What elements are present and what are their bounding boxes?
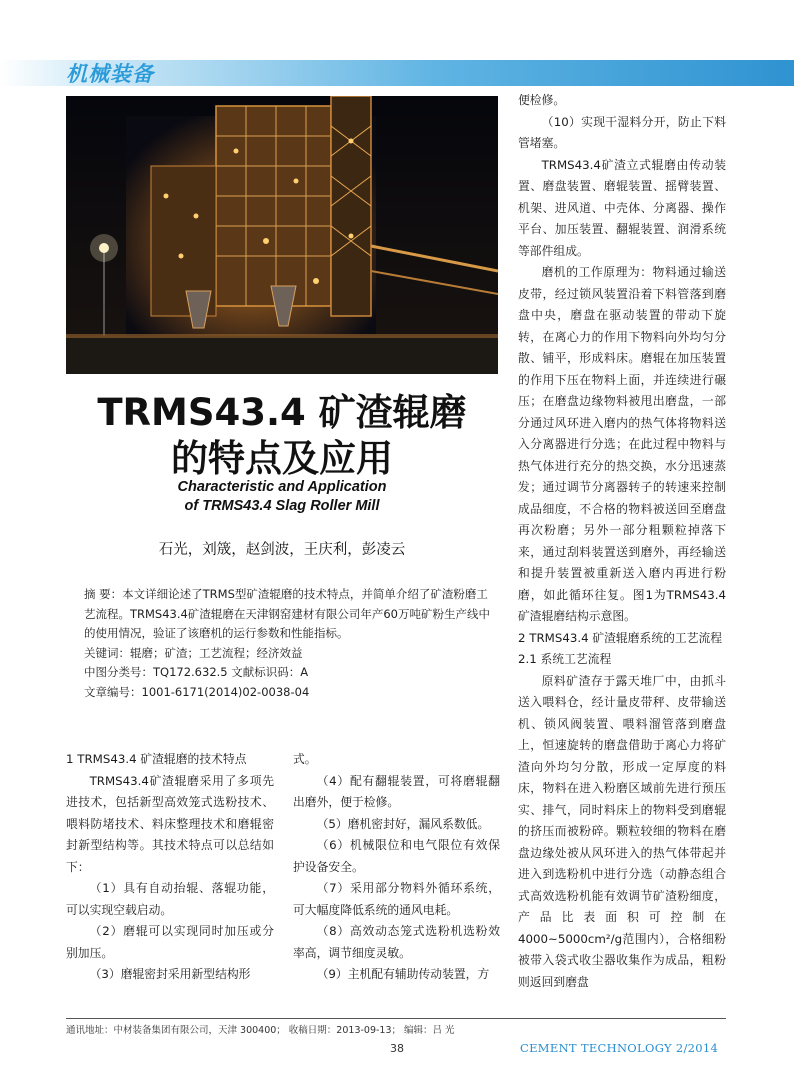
section-tag: 机械装备 — [66, 62, 154, 86]
classification: 中图分类号：TQ172.632.5 文献标识码：A — [84, 665, 309, 679]
body-column-left-2 — [293, 749, 500, 986]
paragraph: TRMS43.4矿渣立式辊磨由传动装置、磨盘装置、磨辊装置、摇臂装置、机架、进风道、中壳体、分离器、操作平台、加压装置、翻辊装置、润滑系统等部件组成。 — [518, 157, 726, 258]
list-item: （10）实现干湿料分开，防止下料管堵塞。 — [518, 114, 726, 150]
abstract-text: 摘 要：本文详细论述了TRMS型矿渣辊磨的技术特点，并简单介绍了矿渣粉磨工艺流程。TRMS43.4矿渣辊磨在天津钢窑建材有限公司年产60万吨矿粉生产线中的使用情况，验证了该磨机的运行参数和性能指标。 — [84, 587, 490, 640]
title-en-line1: Characteristic and Application — [177, 479, 387, 495]
list-item: （9）主机配有辅助传动装置，方 — [316, 967, 490, 981]
title-chinese — [66, 390, 498, 482]
abstract-block — [84, 585, 496, 702]
mill-plant-night-photo — [66, 96, 498, 374]
page-number: 38 — [390, 1042, 404, 1055]
section-heading-2: 2 TRMS43.4 矿渣辊磨系统的工艺流程 — [518, 630, 723, 645]
list-item: （1）具有自动抬辊、落辊功能，可以实现空载启动。 — [66, 881, 274, 917]
article-number: 文章编号：1001-6171(2014)02-0038-04 — [84, 684, 310, 699]
body-column-left-1 — [66, 749, 274, 986]
paragraph-continuation: 式。 — [293, 752, 317, 766]
list-item: （4）配有翻辊装置，可将磨辊翻出磨外，便于检修。 — [293, 773, 500, 809]
footer-divider — [66, 1018, 726, 1019]
paragraph-continuation: 便检修。 — [518, 93, 566, 107]
journal-name: CEMENT TECHNOLOGY 2/2014 — [520, 1041, 719, 1055]
footer-note: 通讯地址：中材装备集团有限公司，天津 300400； 收稿日期：2013-09-13； 编辑：吕 光 — [66, 1025, 455, 1036]
subsection-heading-2-1: 2.1 系统工艺流程 — [518, 652, 612, 666]
title-en-line2: of TRMS43.4 Slag Roller Mill — [184, 498, 380, 514]
body-column-right — [518, 90, 726, 993]
list-item: （3）磨辊密封采用新型结构形 — [89, 967, 251, 981]
authors: 石光，刘筬，赵剑波，王庆利，彭凌云 — [158, 542, 406, 558]
title-cn-line1: TRMS43.4 矿渣辊磨 — [97, 391, 467, 434]
list-item: （7）采用部分物料外循环系统，可大幅度降低系统的通风电耗。 — [293, 881, 500, 917]
list-item: （5）磨机密封好，漏风系数低。 — [316, 816, 490, 831]
paragraph: TRMS43.4矿渣辊磨采用了多项先进技术，包括新型高效笼式选粉技术、喂料防堵技术、料床整理技术和磨辊密封新型结构等。其技术特点可以总结如下： — [66, 773, 274, 874]
list-item: （2）磨辊可以实现同时加压或分别加压。 — [66, 924, 274, 960]
title-english — [66, 478, 498, 516]
paragraph: 原料矿渣存于露天堆厂中，由抓斗送入喂料仓，经计量皮带秤、皮带输送机、锁风阀装置、喂料溜管落到磨盘上，恒速旋转的磨盘借助于离心力将矿渣向外均匀分散，形成一定厚度的料床，物料在进入粉磨区域前先进行预压实、排气，同时料床上的物料受到磨辊的挤压而被粉碎。颗粒较细的物料在磨盘边缘处被从风环进入的热气体带起并进入到选粉机中进行分选（动静态组合式高效选粉机能有效调节矿渣粉细度，产品比表面积可控制在4000~5000cm²/g范围内），合格细粉被带入袋式收尘器收集作为成品，粗粉则返回到磨盘 — [518, 673, 726, 989]
keywords: 关键词：辊磨；矿渣；工艺流程；经济效益 — [84, 645, 303, 660]
section-heading-1: 1 TRMS43.4 矿渣辊磨的技术特点 — [66, 752, 247, 766]
title-cn-line2: 的特点及应用 — [171, 437, 393, 480]
plant-photo — [66, 96, 498, 374]
list-item: （8）高效动态笼式选粉机选粉效率高，调节细度灵敏。 — [293, 924, 500, 960]
paragraph: 磨机的工作原理为：物料通过输送皮带，经过锁风装置沿着下料管落到磨盘中央，磨盘在驱动装置的带动下旋转，在离心力的作用下物料向外均匀分散、铺平，形成料床。磨辊在加压装置的作用下压在物料上面，并连续进行碾压；在磨盘边缘物料被甩出磨盘，一部分通过风环进入磨内的热气体将物料送入分离器进行分选；在此过程中物料与热气体进行充分的热交换，水分迅速蒸发；通过调节分离器转子的转速来控制成品细度，不合格的物料被送回至磨盘再次粉磨；另外一部分粗颗粒掉落下来，通过刮料装置送到磨外，再经输送和提升装置被重新送入磨内再进行粉磨，如此循环往复。图1为TRMS43.4矿渣辊磨结构示意图。 — [518, 265, 726, 623]
list-item: （6）机械限位和电气限位有效保护设备安全。 — [293, 838, 500, 874]
